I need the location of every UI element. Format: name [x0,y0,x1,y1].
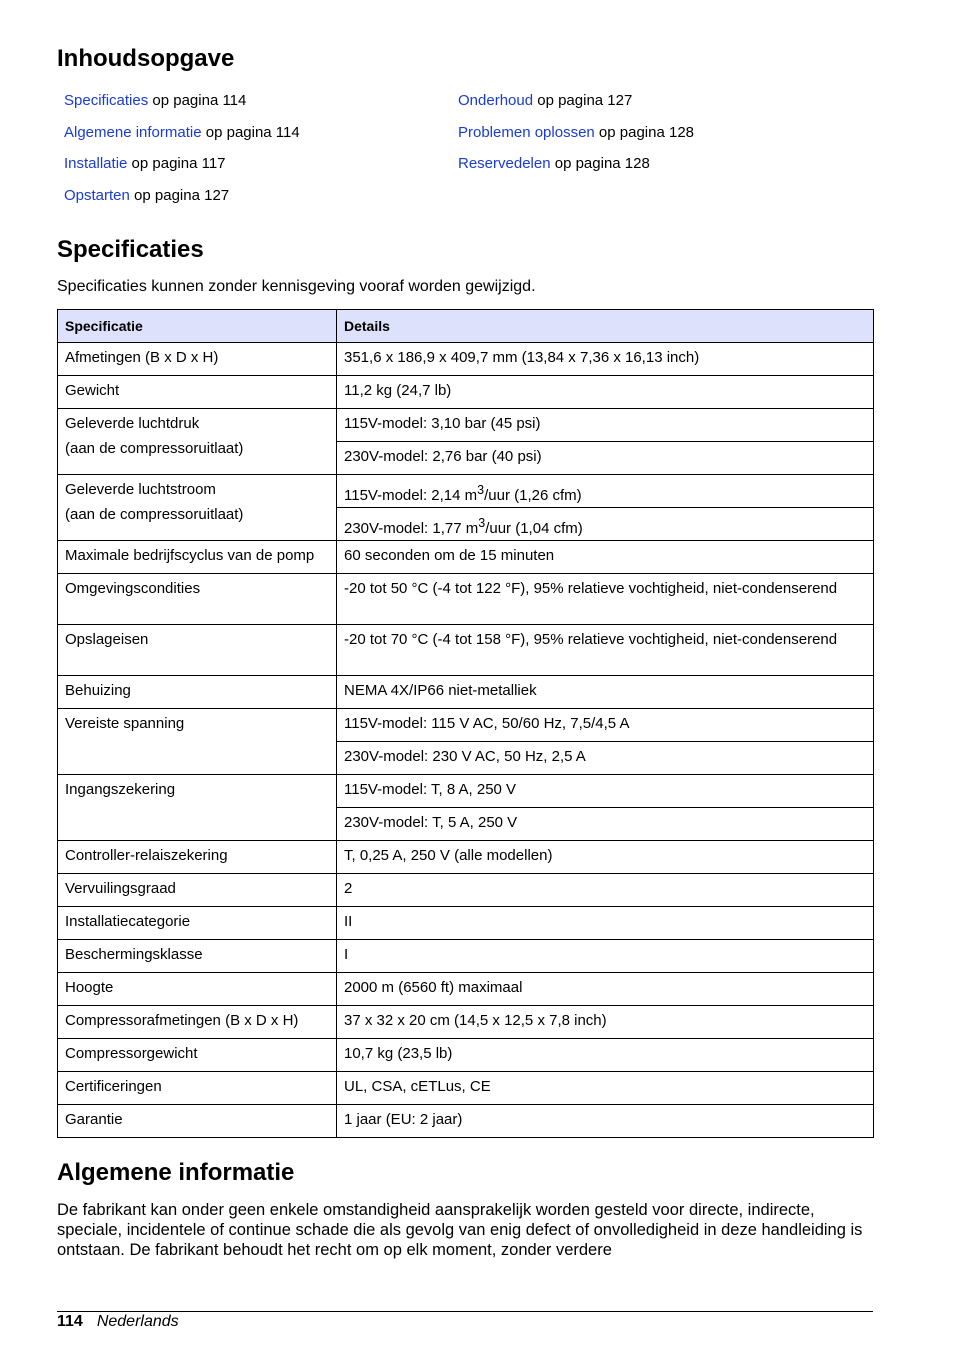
table-row [58,574,874,625]
row-label-sub: (aan de compressoruitlaat) [65,506,244,523]
toc-page-ref: op pagina 128 [594,123,695,141]
row-label [58,475,337,541]
row-label: Installatiecategorie [58,907,337,940]
row-value: UL, CSA, cETLus, CE [337,1072,874,1105]
toc-link-specificaties[interactable]: Specificaties [64,92,149,109]
row-value: 60 seconden om de 15 minuten [337,541,874,574]
row-label-main: Geleverde luchtdruk [65,415,200,432]
toc-link-problemen-oplossen[interactable]: Problemen oplossen [458,123,595,141]
row-label: Compressorafmetingen (B x D x H) [58,1006,337,1039]
row-value: 115V-model: 115 V AC, 50/60 Hz, 7,5/4,5 A [337,709,874,742]
row-value: 37 x 32 x 20 cm (14,5 x 12,5 x 7,8 inch) [337,1006,874,1039]
row-label: Hoogte [58,973,337,1006]
toc-page-ref: op pagina 114 [201,123,300,141]
page-footer [57,1312,179,1332]
toc-item [64,122,444,154]
row-label: Controller-relaiszekering [58,841,337,874]
table-row [58,676,874,709]
table-row [58,874,874,907]
toc-item [458,153,838,185]
row-label: Vereiste spanning [58,709,337,775]
row-label: Garantie [58,1105,337,1138]
header-specificatie: Specificatie [58,310,337,343]
toc-page-ref: op pagina 117 [127,155,226,173]
toc-item [458,122,838,154]
row-value: 230V-model: T, 5 A, 250 V [337,808,874,841]
row-label: Certificeringen [58,1072,337,1105]
row-label [58,409,337,475]
row-value: 351,6 x 186,9 x 409,7 mm (13,84 x 7,36 x 16,13 inch) [337,343,874,376]
row-label: Compressorgewicht [58,1039,337,1072]
table-row [58,409,874,442]
table-row [58,841,874,874]
row-value: 2 [337,874,874,907]
table-row [58,973,874,1006]
row-label: Opslageisen [58,625,337,676]
toc-link-installatie[interactable]: Installatie [64,155,128,173]
toc-page-ref: op pagina 127 [533,92,633,109]
page-number: 114 [57,1313,83,1330]
row-label: Gewicht [58,376,337,409]
superscript: 3 [478,516,486,530]
toc-link-reservedelen[interactable]: Reservedelen [458,155,551,173]
row-label: Omgevingscondities [58,574,337,625]
table-row [58,475,874,508]
table-row [58,343,874,376]
header-details: Details [337,310,874,343]
row-value: 1 jaar (EU: 2 jaar) [337,1105,874,1138]
row-value: 230V-model: 230 V AC, 50 Hz, 2,5 A [337,742,874,775]
row-value: T, 0,25 A, 250 V (alle modellen) [337,841,874,874]
row-label: Afmetingen (B x D x H) [58,343,337,376]
toc-page-ref: op pagina 128 [550,155,650,173]
row-value: 2000 m (6560 ft) maximaal [337,973,874,1006]
row-label: Beschermingsklasse [58,940,337,973]
toc-heading: Inhoudsopgave [57,45,235,72]
table-row [58,1006,874,1039]
toc-item [458,90,838,122]
general-paragraph: De fabrikant kan onder geen enkele omstandigheid aansprakelijk worden gesteld voor directe, indirecte, speciale, incidentele of continue schade die als gevolg van enig defect of onvolledigheid in deze handleiding is ontstaan. De fabrikant behoudt het recht om op elk moment, zonder verdere [57,1201,863,1259]
table-row [58,907,874,940]
table-header-row [58,310,874,343]
row-value: 10,7 kg (23,5 lb) [337,1039,874,1072]
row-label-main: Geleverde luchtstroom [65,481,216,498]
row-label: Ingangszekering [58,775,337,841]
toc-link-onderhoud[interactable]: Onderhoud [458,92,534,109]
toc-column-right [458,90,838,185]
row-value: -20 tot 50 °C (-4 tot 122 °F), 95% relatieve vochtigheid, niet-condenserend [337,574,874,625]
table-row [58,940,874,973]
table-row [58,541,874,574]
footer-language: Nederlands [96,1313,179,1330]
row-value: 115V-model: T, 8 A, 250 V [337,775,874,808]
superscript: 3 [477,483,485,497]
toc-link-opstarten[interactable]: Opstarten [64,187,130,205]
toc-page-ref: op pagina 114 [148,92,247,109]
toc-page-ref: op pagina 127 [129,187,230,205]
value-text: /uur (1,04 cfm) [485,520,583,537]
row-label: Maximale bedrijfscyclus van de pomp [58,541,337,574]
row-value: II [337,907,874,940]
row-value: 115V-model: 3,10 bar (45 psi) [337,409,874,442]
row-label: Vervuilingsgraad [58,874,337,907]
table-row [58,376,874,409]
row-value: I [337,940,874,973]
value-text: 115V-model: 2,14 m [344,487,478,504]
row-label-sub: (aan de compressoruitlaat) [65,440,244,457]
row-value [337,508,874,541]
value-text: /uur (1,26 cfm) [484,487,582,504]
table-row [58,709,874,742]
table-row [58,1105,874,1138]
row-value: -20 tot 70 °C (-4 tot 158 °F), 95% relatieve vochtigheid, niet-condenserend [337,625,874,676]
specs-intro: Specificaties kunnen zonder kennisgeving vooraf worden gewijzigd. [57,278,536,295]
value-text: 230V-model: 1,77 m [344,520,479,537]
toc-link-algemene-informatie[interactable]: Algemene informatie [64,123,202,141]
general-heading: Algemene informatie [57,1159,295,1186]
table-row [58,1039,874,1072]
row-value: 230V-model: 2,76 bar (40 psi) [337,442,874,475]
table-row [58,1072,874,1105]
toc-column-left [64,90,444,217]
row-label: Behuizing [58,676,337,709]
toc-item [64,153,444,185]
row-value: 11,2 kg (24,7 lb) [337,376,874,409]
row-value: NEMA 4X/IP66 niet-metalliek [337,676,874,709]
row-value [337,475,874,508]
table-row [58,775,874,808]
toc-item [64,90,444,122]
spec-table [57,309,874,1138]
specs-heading: Specificaties [57,236,204,263]
footer-divider [57,1311,873,1312]
toc-item [64,185,444,217]
table-row [58,625,874,676]
